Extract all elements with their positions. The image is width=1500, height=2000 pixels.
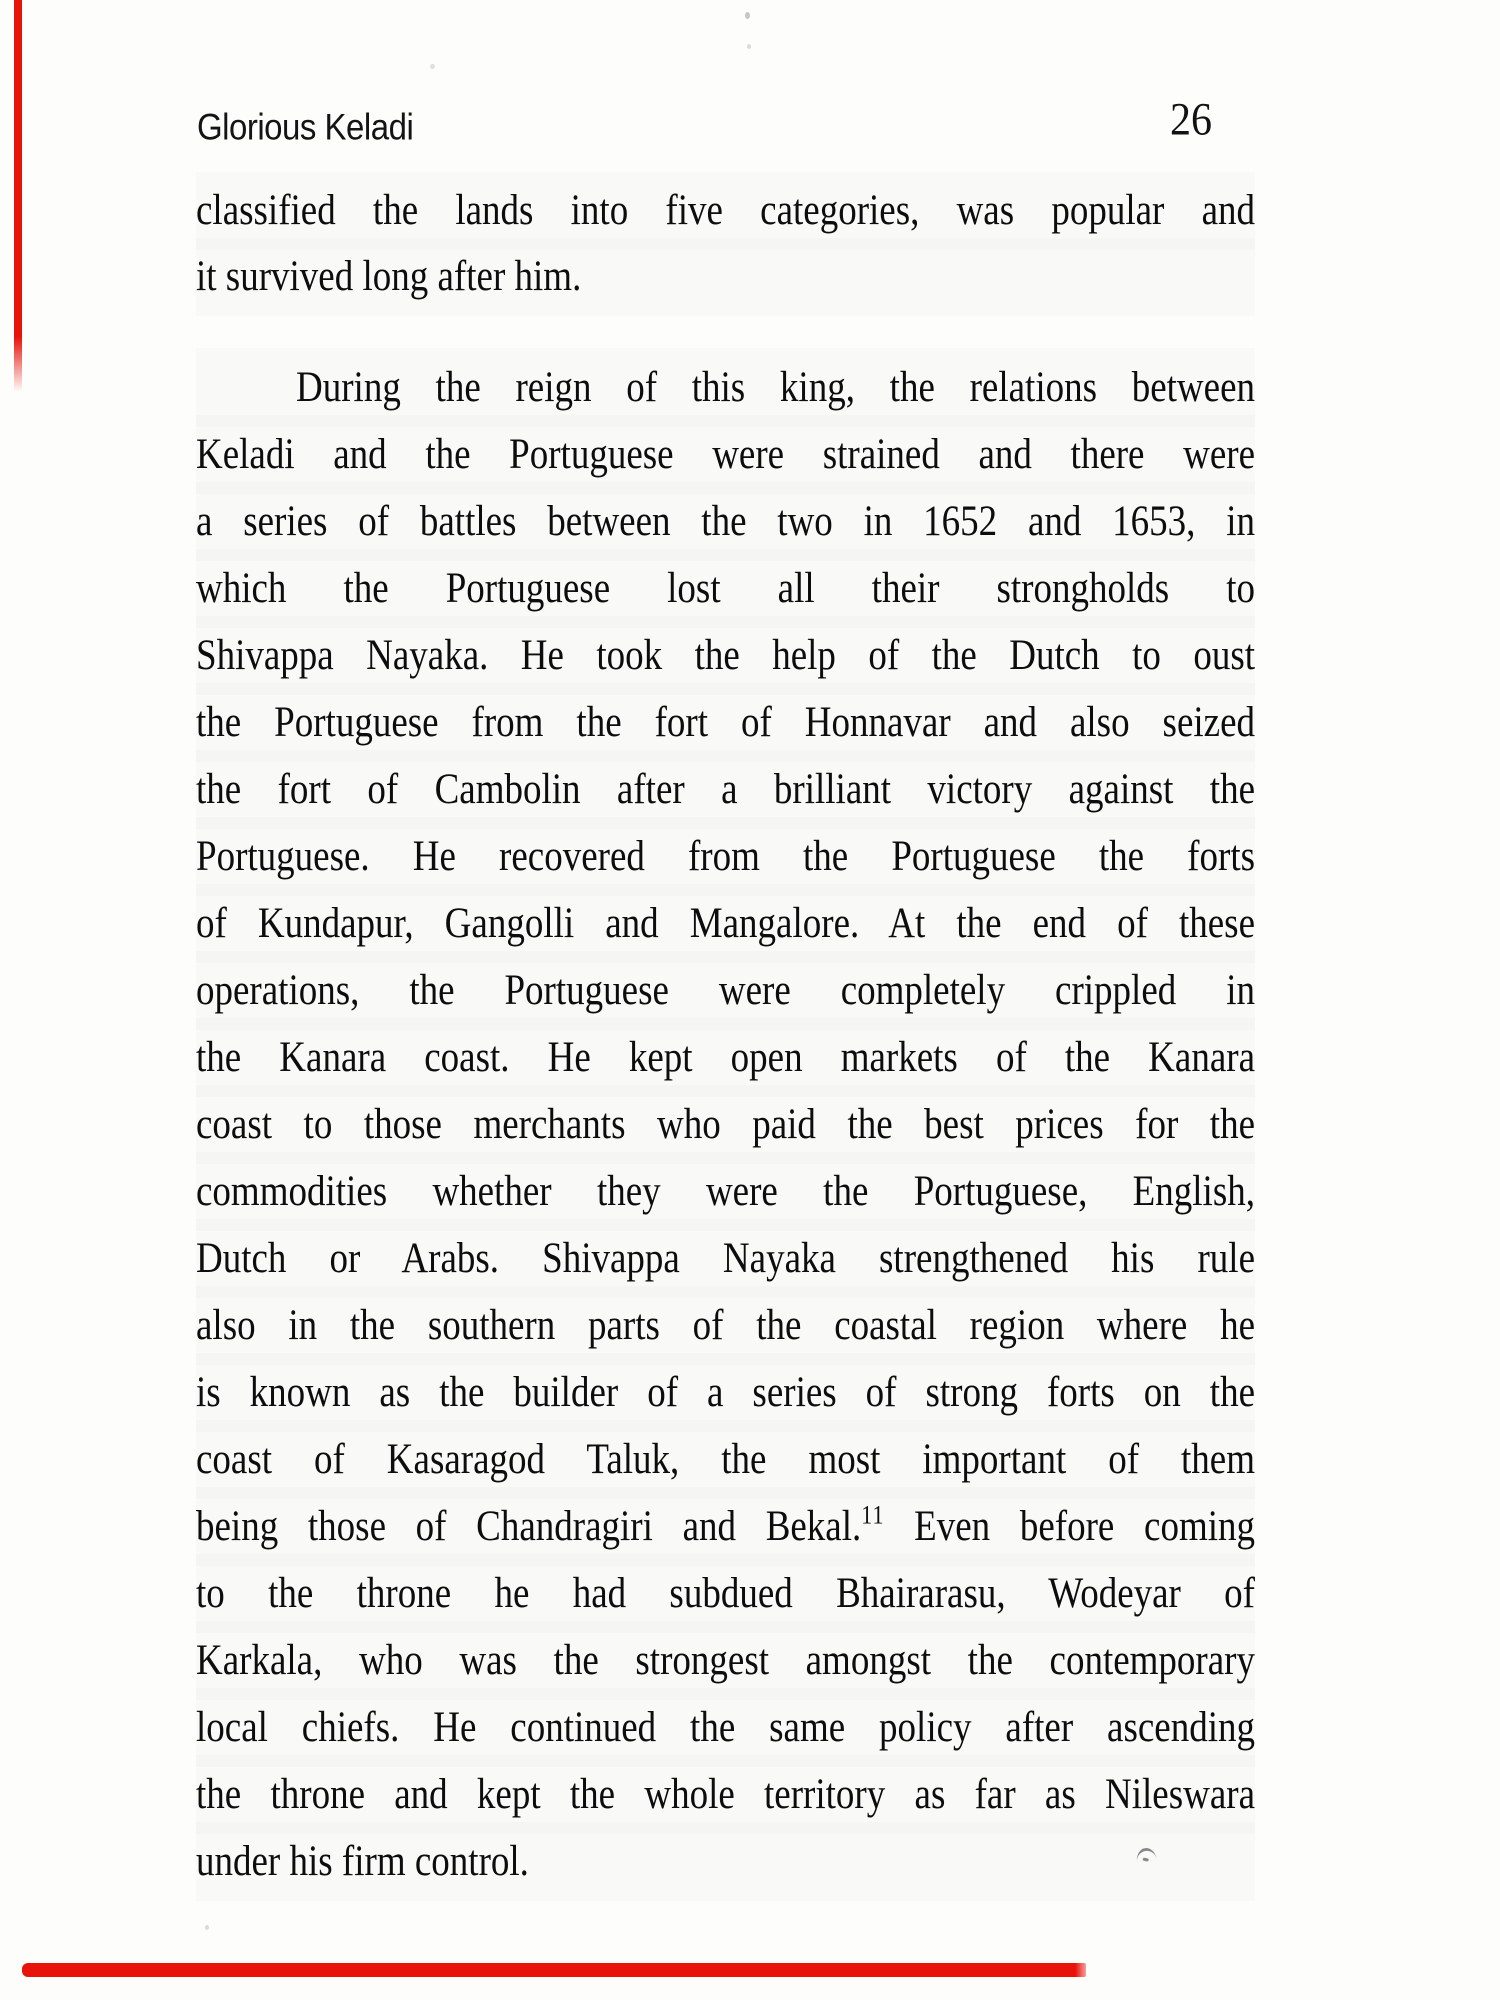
- text-line: Portuguese. He recovered from the Portuguese the forts: [196, 832, 1255, 881]
- text-line: local chiefs. He continued the same policy after ascending: [196, 1703, 1255, 1752]
- text-line: of Kundapur, Gangolli and Mangalore. At the end of these: [196, 899, 1255, 948]
- paragraph: [196, 178, 1255, 310]
- paragraph: [196, 354, 1255, 1895]
- text-line: a series of battles between the two in 1652 and 1653, in: [196, 497, 1255, 546]
- scan-speck: [745, 12, 750, 19]
- body-text-block: [196, 178, 1255, 1895]
- scan-speck: [205, 1925, 209, 1930]
- scan-speck: [430, 64, 435, 69]
- scan-speck: [747, 44, 751, 49]
- text-line: commodities whether they were the Portuguese, English,: [196, 1167, 1255, 1216]
- text-line: the fort of Cambolin after a brilliant victory against the: [196, 765, 1255, 814]
- text-line: coast to those merchants who paid the best prices for the: [196, 1100, 1255, 1149]
- text-line: Keladi and the Portuguese were strained and there were: [196, 430, 1255, 479]
- text-line: to the throne he had subdued Bhairarasu, Wodeyar of: [196, 1569, 1255, 1618]
- red-scan-line-horizontal: [22, 1963, 1086, 1977]
- text-line: Shivappa Nayaka. He took the help of the Dutch to oust: [196, 631, 1255, 680]
- text-line: Karkala, who was the strongest amongst the contemporary: [196, 1636, 1255, 1685]
- text-line: is known as the builder of a series of strong forts on the: [196, 1368, 1255, 1417]
- text-line: which the Portuguese lost all their strongholds to: [196, 564, 1255, 613]
- text-line: the throne and kept the whole territory as far as Nileswara: [196, 1770, 1255, 1819]
- text-segment: being those of Chandragiri and Bekal.: [196, 1502, 862, 1551]
- text-line: the Portuguese from the fort of Honnavar and also seized: [196, 698, 1255, 747]
- text-line: also in the southern parts of the coastal region where he: [196, 1301, 1255, 1350]
- text-line: During the reign of this king, the relations between: [296, 363, 1255, 412]
- text-line: it survived long after him.: [196, 252, 582, 301]
- text-line: the Kanara coast. He kept open markets of the Kanara: [196, 1033, 1255, 1082]
- running-header-title: Glorious Keladi: [197, 105, 414, 148]
- text-line: under his firm control.: [196, 1837, 529, 1886]
- page-number: 26: [1170, 94, 1212, 146]
- footnote-reference: 11: [861, 1499, 885, 1530]
- text-line: Dutch or Arabs. Shivappa Nayaka strengthened his rule: [196, 1234, 1255, 1283]
- text-segment: Even before coming: [914, 1502, 1256, 1551]
- text-line: classified the lands into five categories, was popular and: [196, 186, 1255, 235]
- text-line: operations, the Portuguese were completely crippled in: [196, 966, 1255, 1015]
- text-line: coast of Kasaragod Taluk, the most important of them: [196, 1435, 1255, 1484]
- red-scan-line-vertical: [14, 0, 22, 392]
